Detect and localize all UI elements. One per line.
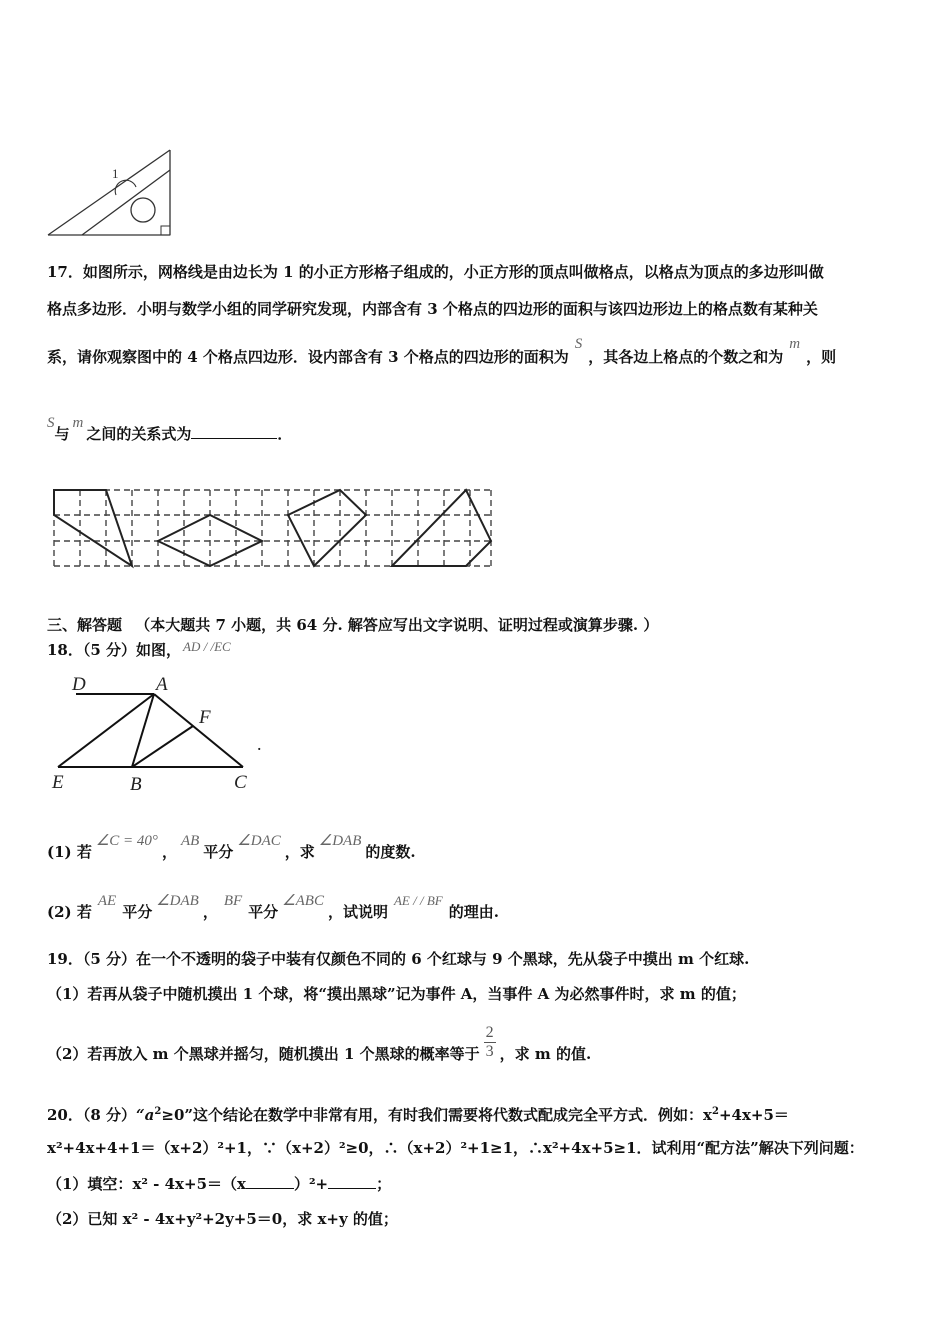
fraction-two-thirds — [484, 1024, 496, 1061]
q17-line3-text-c: ，则 — [806, 348, 837, 366]
q20-line1-text-d: +4x+5＝ — [718, 1106, 789, 1124]
triangle-hypotenuse — [48, 150, 170, 235]
section3-desc: （本大题共 7 小题，共 64 分. 解答应写出文字说明、证明过程或演算步骤. ） — [135, 616, 659, 634]
q17-line3-text-b: ，其各边上格点的个数之和为 — [588, 348, 784, 366]
var-m: m — [789, 336, 801, 352]
q18-part1 — [47, 833, 416, 863]
section3-header — [47, 615, 658, 635]
q20-line3 — [47, 1174, 391, 1194]
angle-DAB-2: ∠DAB — [156, 893, 199, 909]
var-m-2: m — [72, 415, 84, 431]
label-E: E — [52, 772, 64, 793]
q20-line1-sup2: 2 — [711, 1106, 719, 1117]
q17-line4-text-a: 与 — [54, 425, 70, 443]
q20-line2: x²+4x+4+1＝（x+2）²+1，∵（x+2）²≥0，∴（x+2）²+1≥1，∴x²+4x+5≥1．试利用“配方法”解决下列问题： — [47, 1139, 864, 1157]
q18-p1-text-c: 平分 — [203, 843, 234, 861]
q18-p2-text-d: 平分 — [248, 903, 279, 921]
segment-AB — [132, 694, 154, 767]
q20-line4: （2）已知 x² ‑ 4x+y²+2y+5＝0，求 x+y 的值； — [47, 1210, 398, 1228]
q19-line1: 19．（5 分）在一个不透明的袋子中装有仅颜色不同的 6 个红球与 9 个黑球，先从袋子中摸出 m 个红球. — [47, 950, 750, 968]
q20-line3-text-c: ； — [376, 1175, 392, 1193]
segment-EA — [58, 694, 154, 767]
quadrilateral-1 — [54, 490, 132, 566]
q20-line1-text-c: ≥0”这个结论在数学中非常有用，有时我们需要将代数式配成完全平方式．例如：x — [161, 1106, 712, 1124]
q17-line4-text-b: 之间的关系式为 — [86, 425, 192, 443]
answer-blank-q20-1 — [246, 1188, 294, 1189]
q19-line3 — [47, 1024, 591, 1064]
fraction-numerator: 2 — [485, 1024, 494, 1041]
q17-line2: 格点多边形．小明与数学小组的同学研究发现，内部含有 3 个格点的四边形的面积与该四边形边上的格点数有某种关 — [47, 300, 818, 318]
segment-AC — [154, 694, 243, 767]
q18-p1-text-b: ， — [161, 843, 177, 861]
label-D: D — [72, 674, 86, 695]
label-A: A — [156, 674, 168, 695]
q18-figure — [48, 672, 278, 797]
angle-label-1: 1 — [112, 166, 119, 181]
segment-BF — [132, 726, 193, 767]
q18-p2-text-a: (2) 若 — [47, 903, 92, 921]
seg-AB: AB — [180, 833, 200, 849]
label-F: F — [199, 707, 211, 728]
answer-blank-q17 — [191, 438, 277, 439]
q17-line1: 17．如图所示，网格线是由边长为 1 的小正方形格子组成的，小正方形的顶点叫做格点，以格点为顶点的多边形叫做 — [47, 263, 824, 281]
q18-p1-text-d: ，求 — [284, 843, 315, 861]
var-S-2: S — [47, 415, 55, 431]
q18-part2 — [47, 893, 499, 923]
figure-dot: . — [257, 734, 262, 754]
q17-line3 — [47, 336, 837, 368]
label-C: C — [234, 772, 247, 793]
q18-p2-text-b: 平分 — [122, 903, 153, 921]
q19-line3-text-b: ，求 m 的值. — [499, 1044, 592, 1063]
angle-DAB: ∠DAB — [318, 833, 362, 849]
q18-p1-text-e: 的度数. — [365, 843, 416, 861]
q20-line3-text-a: （1）填空：x² ‑ 4x+5＝（x — [47, 1175, 246, 1193]
section3-title: 三、解答题 — [47, 616, 123, 634]
q18-p1-text-a: (1) 若 — [47, 843, 92, 861]
q20-line1-sup: 2 — [154, 1106, 162, 1117]
q17-line3-text-a: 系，请你观察图中的 4 个格点四边形．设内部含有 3 个格点的四边形的面积为 — [47, 348, 569, 366]
q17-line4-end: ． — [277, 425, 293, 443]
right-angle-mark — [161, 226, 170, 235]
angle-ABC: ∠ABC — [282, 893, 324, 909]
q18-condition: AD / /EC — [183, 639, 231, 654]
q18-head-text: 18．（5 分）如图， — [47, 641, 182, 659]
quadrilateral-4 — [392, 490, 491, 566]
lattice-grid-figure — [50, 484, 496, 574]
q20-line3-text-b: ）²+ — [293, 1175, 329, 1193]
q20-line1-text-a: 20．（8 分） — [47, 1106, 137, 1124]
q18-p2-text-e: ，试说明 — [327, 903, 388, 921]
label-B: B — [130, 774, 142, 795]
triangle-figure — [40, 140, 180, 245]
q18-head — [47, 640, 231, 661]
quadrilateral-3 — [288, 490, 366, 566]
answer-blank-q20-2 — [328, 1188, 376, 1189]
angle-C-40: ∠C = 40° — [95, 833, 158, 849]
q19-line2: （1）若再从袋子中随机摸出 1 个球，将“摸出黑球”记为事件 A，当事件 A 为必然事件时，求 m 的值； — [47, 985, 746, 1003]
AE-parallel-BF: AE / / BF — [393, 893, 443, 908]
q20-line1 — [47, 1102, 789, 1125]
seg-BF: BF — [223, 893, 243, 909]
q17-line4 — [47, 415, 293, 445]
angle-DAC: ∠DAC — [237, 833, 281, 849]
q18-p2-text-f: 的理由. — [448, 903, 499, 921]
fraction-denominator: 3 — [485, 1043, 494, 1060]
q19-line3-text-a: （2）若再放入 m 个黑球并摇匀，随机摸出 1 个黑球的概率等于 — [47, 1044, 480, 1063]
large-circle — [131, 198, 155, 222]
angle-arc — [115, 180, 136, 195]
seg-AE: AE — [97, 893, 117, 909]
var-S: S — [574, 336, 583, 352]
q18-p2-text-c: ， — [202, 903, 218, 921]
q20-line1-text-b: “a — [136, 1106, 155, 1124]
